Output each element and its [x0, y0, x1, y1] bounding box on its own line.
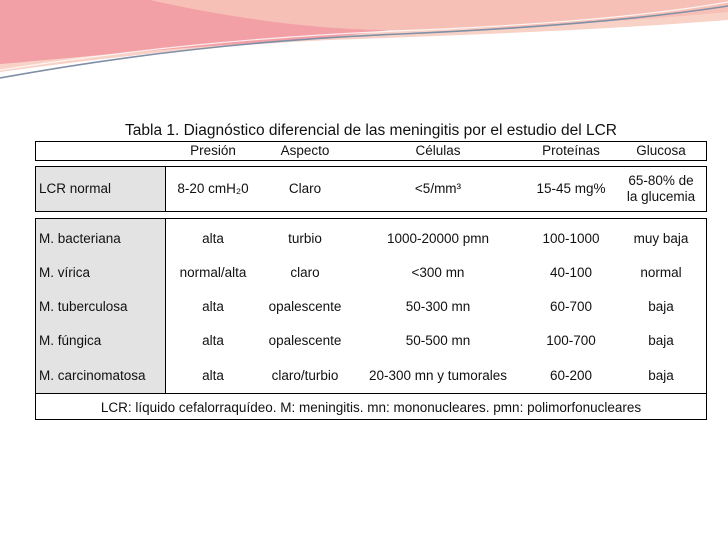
row-proteinas: 60-200 [549, 367, 593, 383]
row-aspecto: claro/turbio [271, 367, 339, 383]
row-label: M. vírica [39, 264, 91, 280]
decorative-banner [0, 0, 728, 90]
reference-presion: 8-20 cmH₂0 [177, 181, 249, 196]
reference-aspecto: Claro [288, 181, 322, 196]
reference-label: LCR normal [39, 181, 112, 196]
header-glucosa: Glucosa [636, 143, 686, 158]
row-presion: normal/alta [179, 264, 247, 280]
header-proteinas: Proteínas [542, 143, 600, 158]
footnote-divider [35, 393, 707, 394]
row-celulas: <300 mn [411, 264, 465, 280]
row-glucosa: baja [648, 298, 674, 314]
row-presion: alta [202, 367, 224, 383]
reference-glucosa-line1: 65-80% de [628, 173, 694, 188]
row-label: M. bacteriana [39, 230, 121, 246]
row-presion: alta [202, 332, 224, 348]
row-proteinas: 100-700 [546, 332, 596, 348]
row-aspecto: opalescente [268, 332, 342, 348]
row-label: M. fúngica [39, 332, 102, 348]
row-proteinas: 100-1000 [542, 230, 600, 246]
reference-proteinas: 15-45 mg% [536, 181, 606, 196]
row-glucosa: muy baja [633, 230, 689, 246]
header-aspecto: Aspecto [280, 143, 330, 158]
row-celulas: 50-500 mn [405, 332, 471, 348]
row-celulas: 1000-20000 pmn [386, 230, 490, 246]
row-presion: alta [202, 298, 224, 314]
row-celulas: 50-300 mn [405, 298, 471, 314]
row-glucosa: baja [648, 332, 674, 348]
row-label: M. carcinomatosa [39, 367, 146, 383]
reference-glucosa [615, 166, 707, 212]
row-glucosa: baja [648, 367, 674, 383]
row-celulas: 20-300 mn y tumorales [368, 367, 508, 383]
table-title: Tabla 1. Diagnóstico diferencial de las meningitis por el estudio del LCR [125, 122, 617, 139]
differential-diagnosis-table [35, 118, 707, 420]
table-footnote: LCR: líquido cefalorraquídeo. M: meningitis. mn: mononucleares. pmn: polimorfonucleares [100, 400, 642, 415]
row-aspecto: opalescente [268, 298, 342, 314]
header-celulas: Células [415, 143, 461, 158]
row-aspecto: turbio [288, 230, 322, 246]
header-presion: Presión [190, 143, 236, 158]
row-proteinas: 40-100 [549, 264, 593, 280]
row-presion: alta [202, 230, 224, 246]
reference-celulas: <5/mm³ [414, 181, 462, 196]
row-aspecto: claro [290, 264, 320, 280]
reference-glucosa-line2: la glucemia [626, 189, 696, 204]
row-proteinas: 60-700 [549, 298, 593, 314]
row-label: M. tuberculosa [39, 298, 128, 314]
row-glucosa: normal [640, 264, 682, 280]
